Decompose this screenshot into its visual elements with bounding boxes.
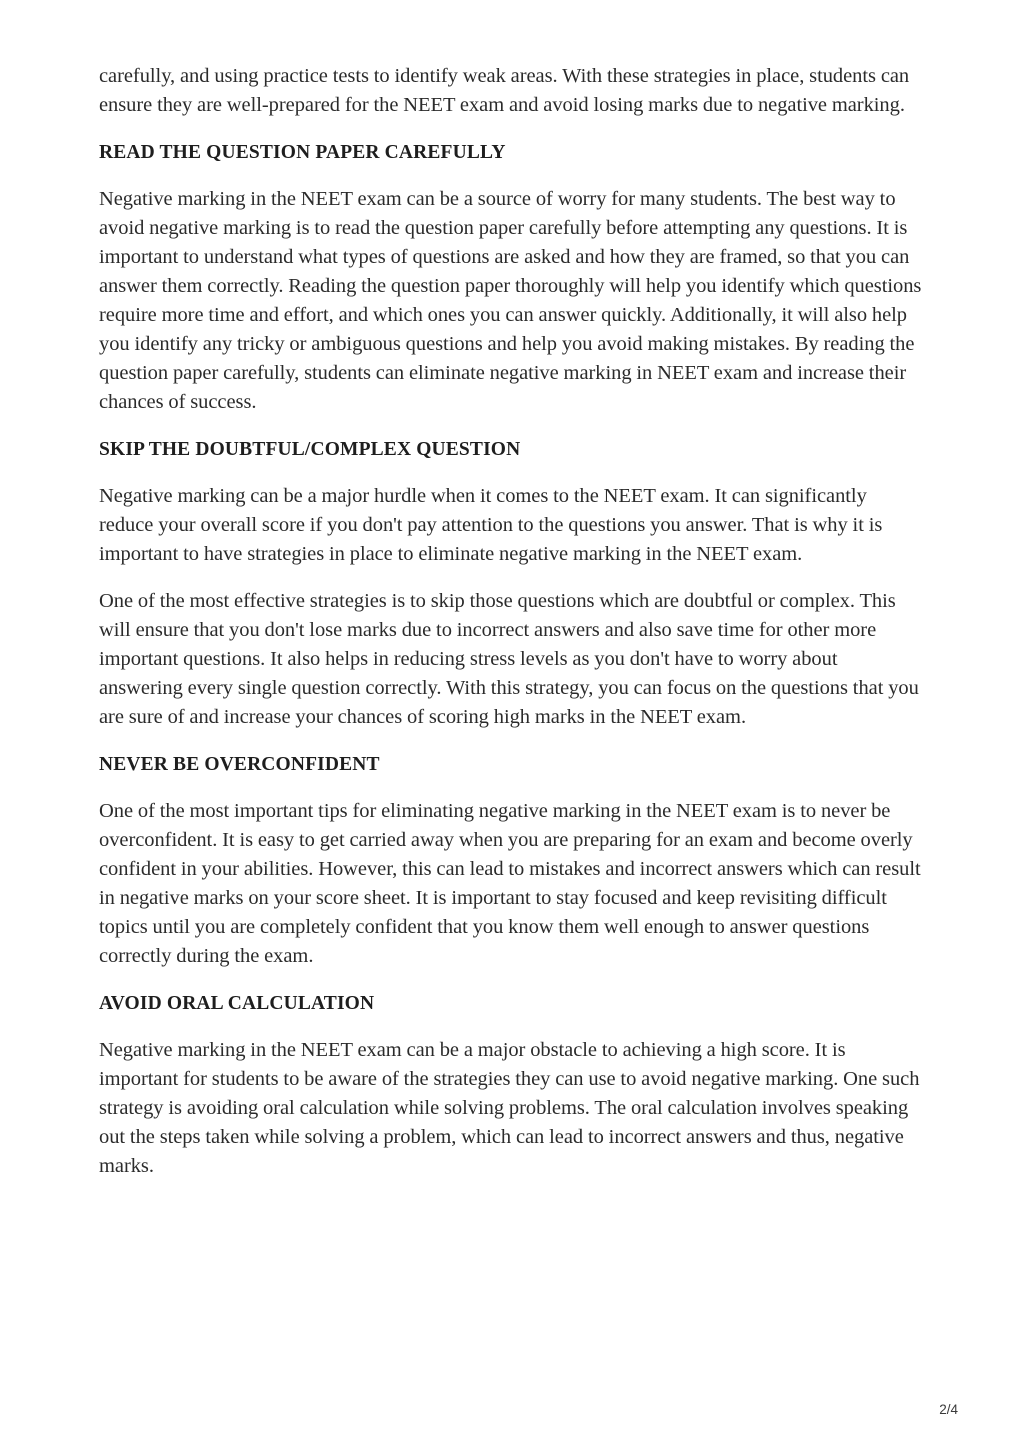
document-body [99, 62, 923, 1199]
heading-avoid-oral-calculation: AVOID ORAL CALCULATION [99, 993, 375, 1014]
intro-continuation-paragraph: carefully, and using practice tests to identify weak areas. With these strategies in place, students can ensure they are well-prepared for the NEET exam and avoid losing marks due to negative marking. [99, 65, 910, 116]
avoid-oral-calculation-paragraph: Negative marking in the NEET exam can be a major obstacle to achieving a high score. It is important for students to be aware of the strategies they can use to avoid negative marking. One such strategy is avoiding oral calculation while solving problems. The oral calculation involves speaking out the steps taken while solving a problem, which can lead to incorrect answers and thus, negative marks. [99, 1039, 920, 1177]
skip-doubtful-paragraph-one: Negative marking can be a major hurdle when it comes to the NEET exam. It can significantly reduce your overall score if you don't pay attention to the questions you answer. That is why it is important to have strategies in place to eliminate negative marking in the NEET exam. [99, 485, 883, 565]
never-overconfident-paragraph: One of the most important tips for eliminating negative marking in the NEET exam is to never be overconfident. It is easy to get carried away when you are preparing for an exam and become overly confident in your abilities. However, this can lead to mistakes and incorrect answers which can result in negative marks on your score sheet. It is important to stay focused and keep revisiting difficult topics until you are completely confident that you know them well enough to answer questions correctly during the exam. [99, 800, 921, 967]
read-question-paper-paragraph: Negative marking in the NEET exam can be a source of worry for many students. The best way to avoid negative marking is to read the question paper carefully before attempting any questions. It is important to understand what types of questions are asked and how they are framed, so that you can answer them correctly. Reading the question paper thoroughly will help you identify which questions require more time and effort, and which ones you can answer quickly. Additionally, it will also help you identify any tricky or ambiguous questions and help you avoid making mistakes. By reading the question paper carefully, students can eliminate negative marking in NEET exam and increase their chances of success. [99, 188, 922, 413]
skip-doubtful-paragraph-two: One of the most effective strategies is to skip those questions which are doubtful or complex. This will ensure that you don't lose marks due to incorrect answers and also save time for other more important questions. It also helps in reducing stress levels as you don't have to worry about answering every single question correctly. With this strategy, you can focus on the questions that you are sure of and increase your chances of scoring high marks in the NEET exam. [99, 590, 919, 728]
heading-skip-the-doubtful-complex-question: SKIP THE DOUBTFUL/COMPLEX QUESTION [99, 439, 521, 460]
heading-read-the-question-paper-carefully: READ THE QUESTION PAPER CAREFULLY [99, 142, 506, 163]
page-number: 2/4 [939, 1402, 958, 1417]
heading-never-be-overconfident: NEVER BE OVERCONFIDENT [99, 754, 380, 775]
